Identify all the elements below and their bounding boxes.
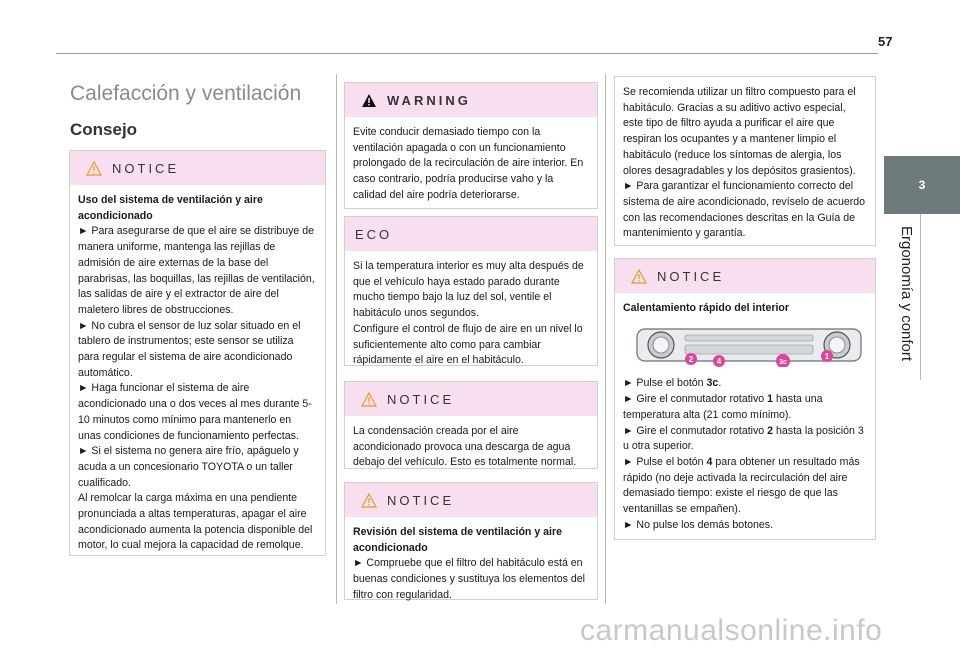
- filter-line: ► Para garantizar el funcionamiento correcto del sistema de aire acondicionado, revíselo de acuerdo con las recomendaciones descritas en la Guía de mantenimiento y garantía.: [623, 180, 866, 240]
- eco-line: Configure el control de flujo de aire en un nivel lo suficientemente alto como para cambiar rápidamente el aire en el habitáculo.: [353, 322, 583, 367]
- notice-label: NOTICE: [112, 160, 180, 176]
- chapter-title: Ergonomía y confort: [898, 226, 915, 362]
- filter-line: Se recomienda utilizar un filtro compuesto para el habitáculo. Gracias a su aditivo activo especial, este tipo de filtro ayuda a purificar el aire que respiran los ocupantes y a mantener limpio el habitáculo (reduce los síntomas de alergia, los olores desagradables y los depósitos grasientos).: [623, 86, 856, 177]
- notice-triangle-icon: [361, 392, 377, 407]
- step-line: ► Gire el conmutador rotativo 1 hasta una temperatura alta (21 como mínimo).: [623, 393, 823, 421]
- notice-line: ► Haga funcionar el sistema de aire acondicionado una o dos veces al mes durante 5-10 minutos como mínimo para mantenerlo en unas condiciones de funcionamiento perfectas.: [78, 382, 312, 442]
- notice-label: NOTICE: [657, 268, 725, 284]
- notice-header: [70, 151, 325, 185]
- eco-label: ECO: [355, 226, 393, 242]
- warning-triangle-icon: [361, 93, 377, 108]
- notice-body: [345, 517, 597, 610]
- callout-label: 2: [688, 354, 694, 364]
- watermark: carmanualsonline.info: [580, 614, 883, 647]
- filter-text-box: [614, 76, 876, 246]
- notice-header: [345, 483, 597, 517]
- notice-triangle-icon: [361, 493, 377, 508]
- warning-header: [345, 83, 597, 117]
- notice-line: ► No cubra el sensor de luz solar situado en el tablero de instrumentos; este sensor se utiliza para regular el sistema de aire acondicionado automático.: [78, 319, 301, 379]
- eco-line: Si la temperatura interior es muy alta después de que el vehículo haya estado parado durante mucho tiempo bajo la luz del sol, ventile el habitáculo unos segundos.: [353, 260, 584, 320]
- notice-triangle-icon: [631, 269, 647, 284]
- notice-text: ► Compruebe que el filtro del habitáculo está en buenas condiciones y sustituya los elementos del filtro con regularidad.: [353, 557, 586, 601]
- callout-label: 4: [716, 356, 722, 366]
- notice-header: [345, 382, 597, 416]
- notice-title: Revisión del sistema de ventilación y aire acondicionado: [353, 526, 563, 554]
- chapter-tab[interactable]: 3: [884, 156, 960, 214]
- notice-box-ventilation: [69, 150, 326, 556]
- notice-label: NOTICE: [387, 492, 455, 508]
- notice-title: Uso del sistema de ventilación y aire acondicionado: [78, 194, 263, 222]
- eco-box: [344, 216, 598, 366]
- top-rule: [56, 53, 878, 54]
- column-divider-1: [336, 74, 337, 604]
- notice-line: ► Para asegurarse de que el aire se distribuye de manera uniforme, mantenga las rejillas de admisión de aire externas de la base del parabrisas, las boquillas, las rejillas de ventilación, las salidas de aire y el extractor de aire del maletero libres de obstrucciones.: [78, 225, 315, 316]
- notice-box-check: [344, 482, 598, 600]
- warning-label: WARNING: [387, 92, 471, 108]
- notice-line: Al remolcar la carga máxima en una pendiente pronunciada a altas temperaturas, apagar el aire acondicionado aumenta la potencia disponible del motor, lo cual mejora la capacidad de remolque.: [78, 492, 313, 552]
- notice-text: La condensación creada por el aire acondicionado provoca una descarga de agua debajo del vehículo. Esto es totalmente normal.: [353, 425, 577, 469]
- climate-panel-diagram: [627, 325, 867, 367]
- section-subtitle: Consejo: [70, 120, 138, 139]
- step-line: ► No pulse los demás botones.: [623, 518, 774, 531]
- notice-box-condensation: [344, 381, 598, 469]
- notice-body: [345, 416, 597, 477]
- notice-label: NOTICE: [387, 391, 455, 407]
- notice-line: ► Si el sistema no genera aire frío, apáguelo y acuda a un concesionario TOYOTA o un taller cualificado.: [78, 445, 299, 489]
- eco-header: [345, 217, 597, 251]
- warning-text: Evite conducir demasiado tiempo con la ventilación apagada o con un funcionamiento prolongado de la recirculación de aire interior. En caso contrario, podría producirse vaho y la calidad del aire podría deteriorarse.: [353, 126, 584, 201]
- notice-title: Calentamiento rápido del interior: [623, 302, 789, 314]
- step-line: ► Pulse el botón 4 para obtener un resultado más rápido (no deje activada la recirculación del aire demasiado tiempo: existe el riesgo de que las ventanillas se empañen).: [623, 455, 860, 516]
- notice-body: [615, 293, 875, 539]
- side-rule: [920, 214, 921, 380]
- notice-header: [615, 259, 875, 293]
- section-title: Calefacción y ventilación: [70, 82, 302, 105]
- notice-body: [70, 185, 325, 560]
- notice-triangle-icon: [86, 161, 102, 176]
- eco-body: [345, 251, 597, 375]
- page-number: 57: [878, 34, 893, 49]
- column-divider-2: [605, 74, 606, 604]
- step-line: ► Pulse el botón 3c.: [623, 377, 722, 390]
- notice-box-quick-heat: [614, 258, 876, 540]
- warning-box: [344, 82, 598, 209]
- step-line: ► Gire el conmutador rotativo 2 hasta la posición 3 u otra superior.: [623, 424, 864, 453]
- filter-body: [615, 77, 875, 248]
- callout-label: 1: [824, 351, 830, 361]
- warning-body: [345, 117, 597, 210]
- callout-label: 3c: [779, 358, 787, 366]
